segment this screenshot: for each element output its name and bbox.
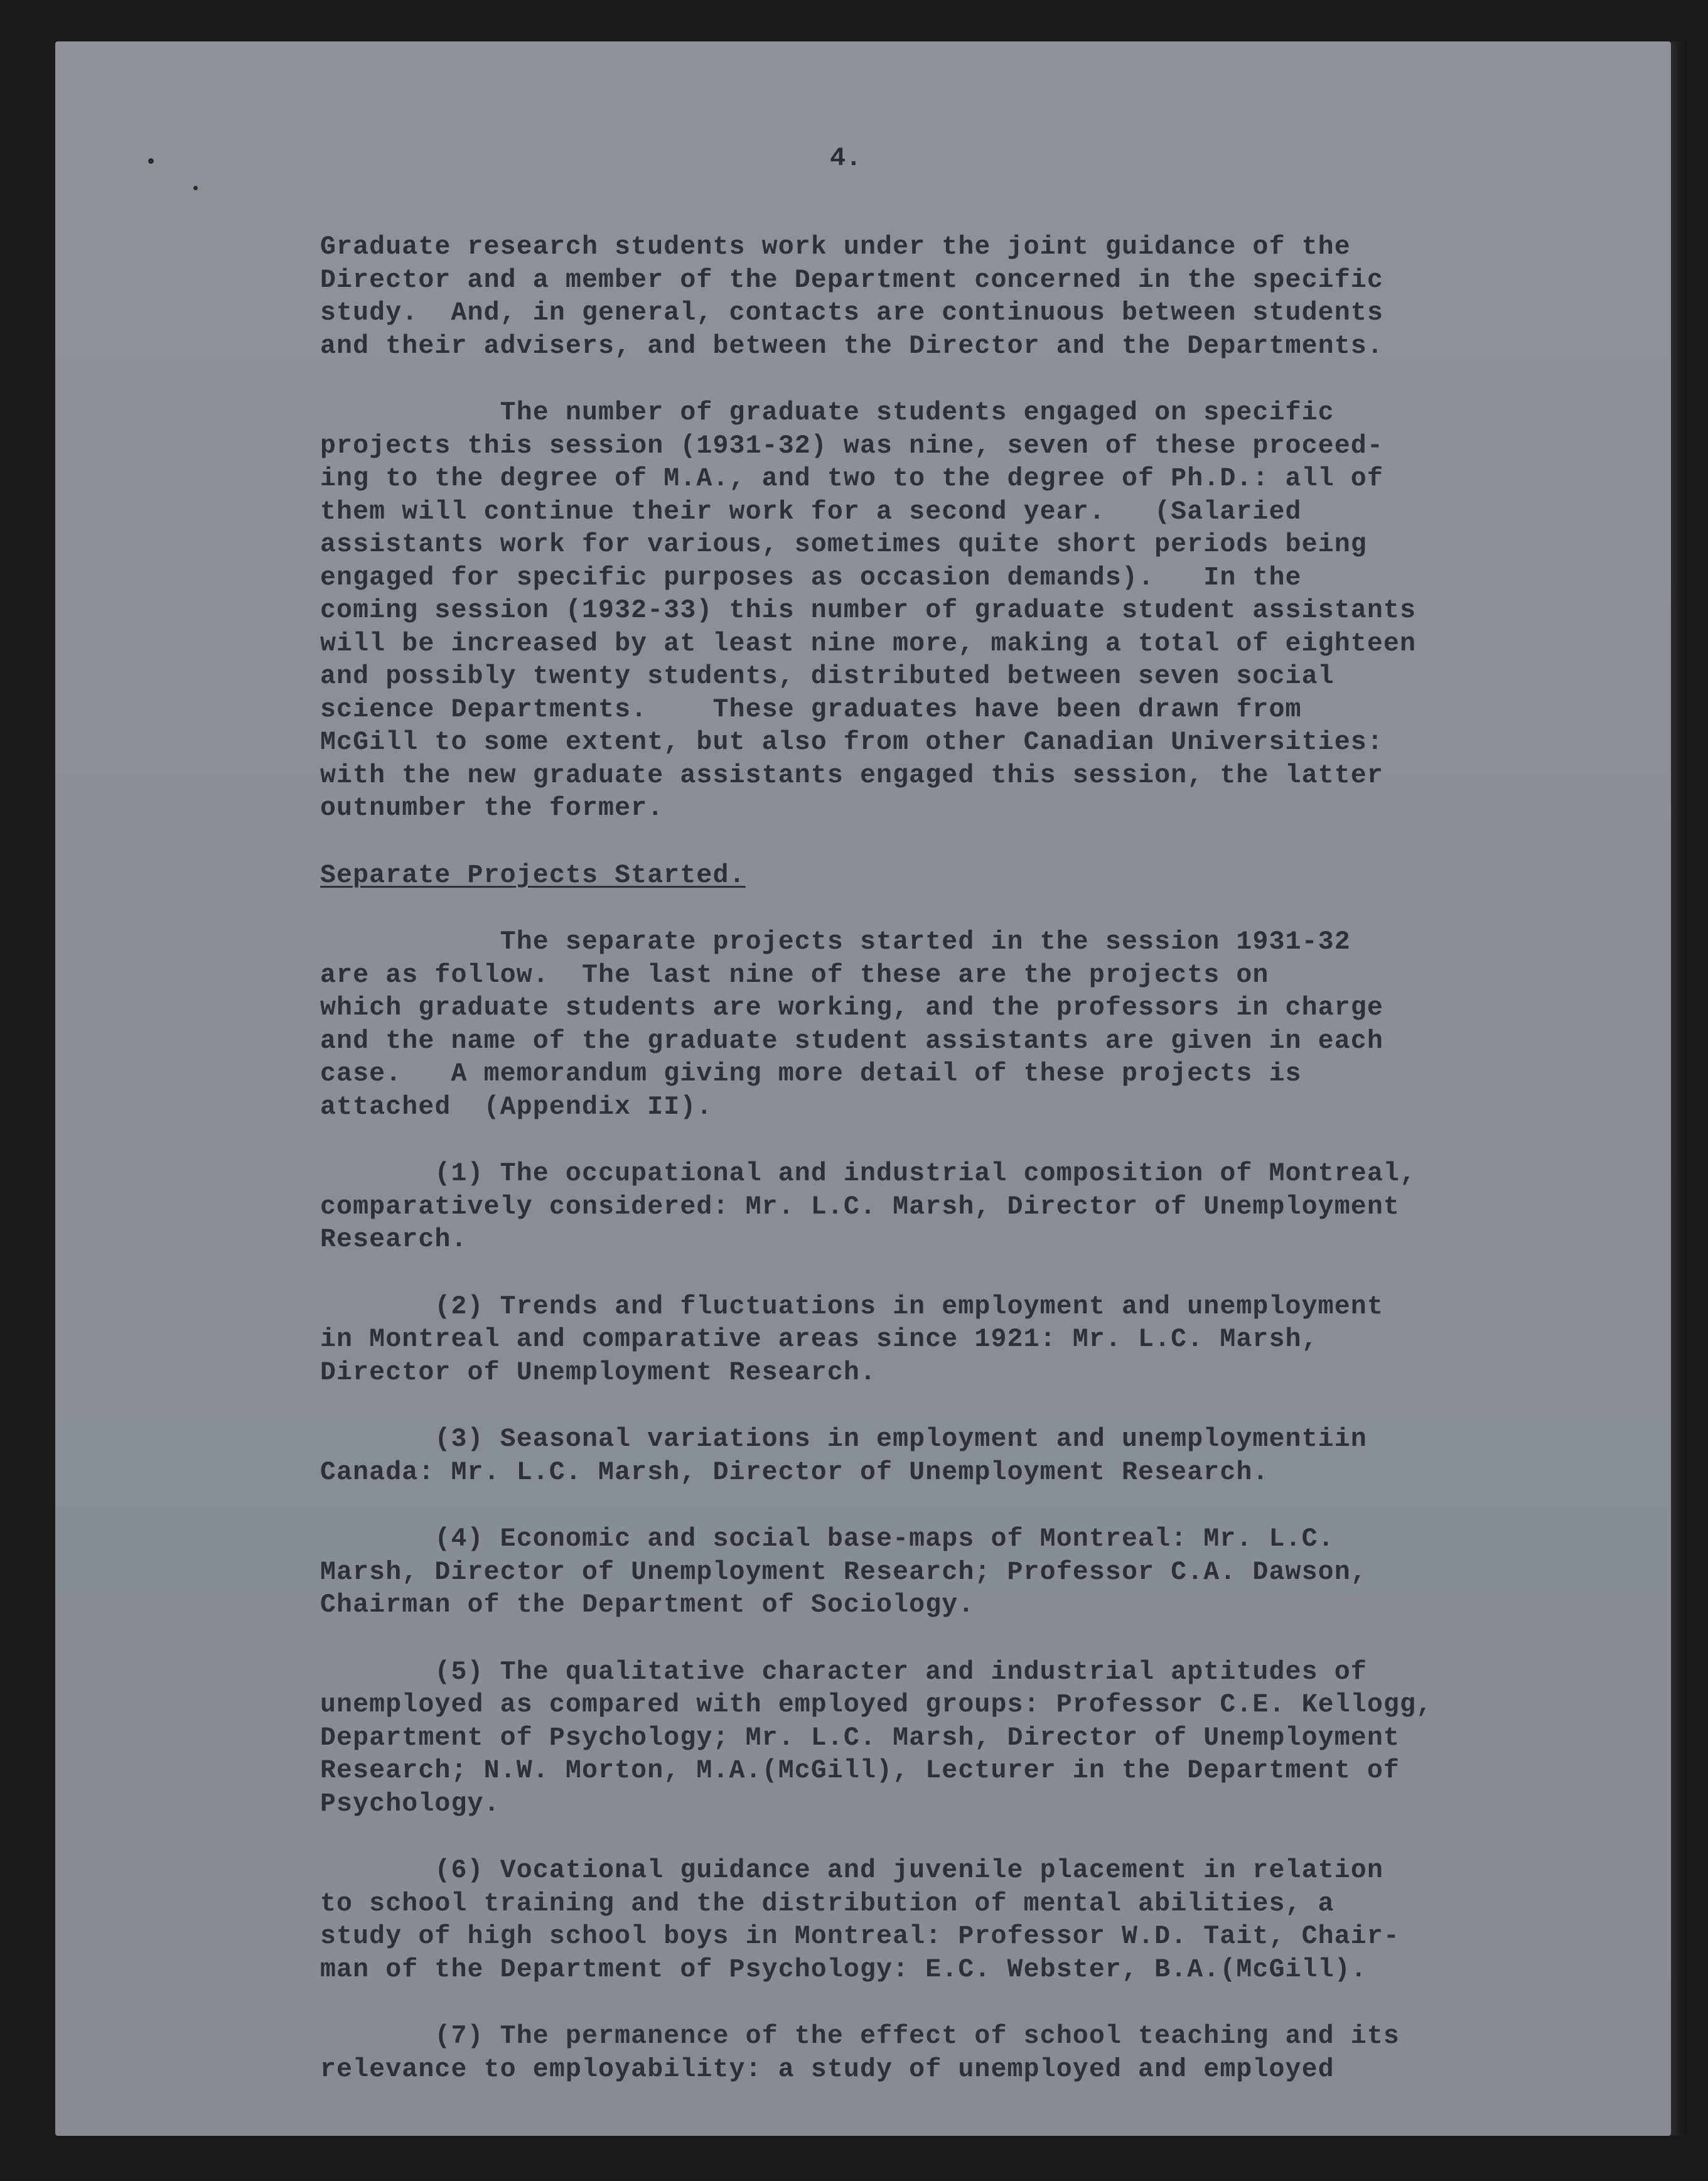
project-item-5 bbox=[320, 1656, 1613, 1821]
page-number: 4. bbox=[830, 143, 862, 173]
text-line: man of the Department of Psychology: E.C. Webster, B.A.(McGill). bbox=[320, 1954, 1367, 1984]
paragraph-gap bbox=[320, 1489, 1613, 1523]
text-line: attached (Appendix II). bbox=[320, 1092, 713, 1122]
text-line: with the new graduate assistants engaged this session, the latter bbox=[320, 760, 1383, 790]
text-line: Marsh, Director of Unemployment Research; Professor C.A. Dawson, bbox=[320, 1557, 1367, 1587]
speck bbox=[148, 158, 154, 164]
text-line: will be increased by at least nine more, making a total of eighteen bbox=[320, 628, 1417, 659]
text-line: Canada: Mr. L.C. Marsh, Director of Unemployment Research. bbox=[320, 1457, 1269, 1487]
text-line: The separate projects started in the session 1931-32 bbox=[320, 927, 1351, 957]
text-line: in Montreal and comparative areas since 1921: Mr. L.C. Marsh, bbox=[320, 1325, 1318, 1354]
project-item-7 bbox=[320, 2020, 1613, 2086]
paragraph-gap bbox=[320, 1622, 1613, 1656]
project-item-4 bbox=[320, 1523, 1613, 1622]
text-line: Chairman of the Department of Sociology. bbox=[320, 1590, 975, 1620]
text-line: and possibly twenty students, distributed between seven social bbox=[320, 662, 1335, 691]
paragraph-gap bbox=[320, 1986, 1613, 2020]
paragraph-graduate-students bbox=[320, 397, 1613, 826]
text-line: outnumber the former. bbox=[320, 794, 664, 823]
project-item-3 bbox=[320, 1423, 1613, 1489]
speck bbox=[193, 186, 198, 190]
text-line: case. A memorandum giving more detail of these projects is bbox=[320, 1059, 1302, 1089]
paragraph-gap bbox=[320, 1124, 1613, 1158]
text-line: assistants work for various, sometimes quite short periods being bbox=[320, 530, 1367, 559]
text-line: (6) Vocational guidance and juvenile placement in relation bbox=[320, 1856, 1383, 1885]
section-heading: Separate Projects Started. bbox=[320, 860, 746, 890]
paragraph-gap bbox=[320, 892, 1613, 926]
text-line: and the name of the graduate student assistants are given in each bbox=[320, 1026, 1383, 1056]
text-line: (1) The occupational and industrial composition of Montreal, bbox=[320, 1159, 1417, 1188]
text-line: Director of Unemployment Research. bbox=[320, 1357, 877, 1387]
document-body bbox=[320, 231, 1613, 2086]
text-line: Research. bbox=[320, 1225, 468, 1254]
text-line: projects this session (1931-32) was nine, seven of these proceed- bbox=[320, 431, 1383, 461]
text-line: which graduate students are working, and the professors in charge bbox=[320, 993, 1383, 1023]
text-line: and their advisers, and between the Director and the Departments. bbox=[320, 331, 1383, 361]
project-item-1 bbox=[320, 1158, 1613, 1257]
text-line: Department of Psychology; Mr. L.C. Marsh, Director of Unemployment bbox=[320, 1723, 1400, 1753]
text-line: Research; N.W. Morton, M.A.(McGill), Lecturer in the Department of bbox=[320, 1756, 1400, 1785]
text-line: coming session (1932-33) this number of graduate student assistants bbox=[320, 596, 1417, 625]
text-line: (4) Economic and social base-maps of Montreal: Mr. L.C. bbox=[320, 1524, 1335, 1554]
text-line: study of high school boys in Montreal: Professor W.D. Tait, Chair- bbox=[320, 1922, 1400, 1951]
paragraph-intro bbox=[320, 231, 1613, 363]
text-line: engaged for specific purposes as occasion demands). In the bbox=[320, 563, 1302, 593]
text-line: Director and a member of the Department concerned in the specific bbox=[320, 265, 1383, 295]
text-line: Psychology. bbox=[320, 1789, 500, 1819]
text-line: study. And, in general, contacts are continuous between students bbox=[320, 298, 1383, 328]
text-line: unemployed as compared with employed groups: Professor C.E. Kellogg, bbox=[320, 1690, 1433, 1720]
paragraph-gap bbox=[320, 1389, 1613, 1423]
paragraph-gap bbox=[320, 363, 1613, 397]
text-line: Graduate research students work under the joint guidance of the bbox=[320, 232, 1351, 262]
text-line: comparatively considered: Mr. L.C. Marsh, Director of Unemployment bbox=[320, 1192, 1400, 1222]
text-line: are as follow. The last nine of these are the projects on bbox=[320, 960, 1269, 990]
text-line: science Departments. These graduates have been drawn from bbox=[320, 694, 1302, 724]
project-item-2 bbox=[320, 1291, 1613, 1390]
page-edge-shadow bbox=[1671, 41, 1687, 2136]
text-line: (3) Seasonal variations in employment and unemploymentiin bbox=[320, 1424, 1367, 1454]
paragraph-gap bbox=[320, 1821, 1613, 1855]
project-item-6 bbox=[320, 1855, 1613, 1986]
text-line: McGill to some extent, but also from other Canadian Universities: bbox=[320, 728, 1383, 757]
text-line: (7) The permanence of the effect of school teaching and its bbox=[320, 2022, 1400, 2051]
text-line: relevance to employability: a study of unemployed and employed bbox=[320, 2054, 1335, 2084]
text-line: (2) Trends and fluctuations in employment and unemployment bbox=[320, 1291, 1383, 1322]
text-line: (5) The qualitative character and industrial aptitudes of bbox=[320, 1657, 1367, 1687]
paragraph-gap bbox=[320, 1257, 1613, 1291]
text-line: to school training and the distribution of mental abilities, a bbox=[320, 1888, 1335, 1919]
text-line: ing to the degree of M.A., and two to the degree of Ph.D.: all of bbox=[320, 464, 1383, 493]
paragraph-projects-intro bbox=[320, 926, 1613, 1124]
text-line: them will continue their work for a second year. (Salaried bbox=[320, 497, 1302, 527]
text-line: The number of graduate students engaged on specific bbox=[320, 398, 1335, 428]
paragraph-gap bbox=[320, 826, 1613, 859]
